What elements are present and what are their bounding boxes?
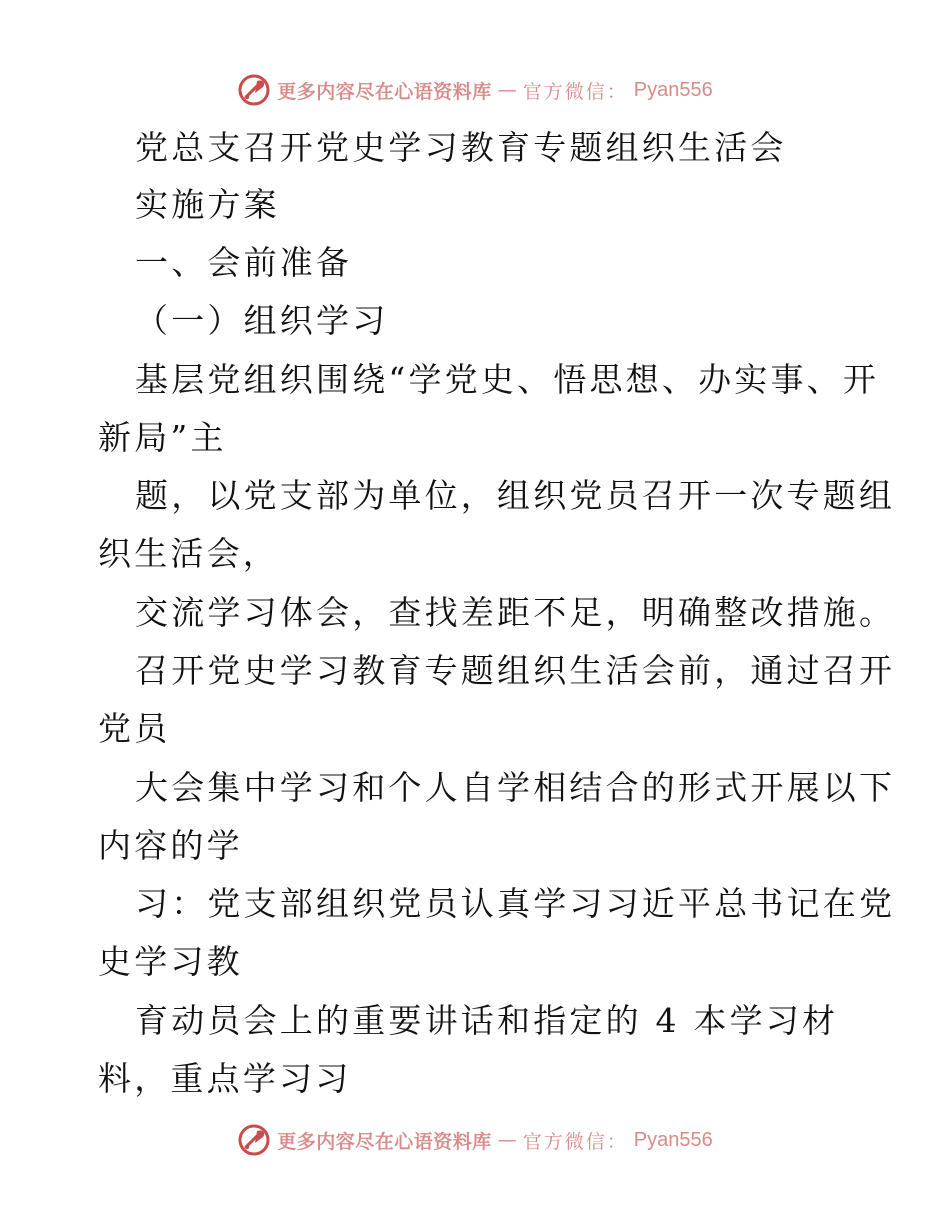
section-heading: 一、会前准备 [135, 243, 353, 282]
paragraph-line: 交流学习体会，查找差距不足，明确整改措施。 [135, 593, 896, 632]
watermark-account: Pyan556 [633, 78, 713, 101]
watermark-header [0, 72, 950, 108]
watermark-wechat-label: 官方微信： [522, 1130, 628, 1153]
paragraph-line: 新局”主 [98, 418, 227, 457]
subsection-heading: （一）组织学习 [135, 301, 389, 340]
paragraph-line: 内容的学 [98, 826, 243, 865]
paragraph-line: 基层党组织围绕“学党史、悟思想、办实事、开 [135, 360, 880, 399]
document-subtitle: 实施方案 [135, 185, 280, 224]
quill-logo-icon [237, 73, 271, 107]
watermark-footer [0, 1122, 950, 1158]
watermark-separator: — [497, 79, 517, 101]
watermark-wechat-label: 官方微信： [522, 80, 628, 103]
watermark-brand: 更多内容尽在心语资料库 [277, 80, 492, 103]
document-title: 党总支召开党史学习教育专题组织生活会 [135, 128, 787, 167]
quill-logo-icon [237, 1123, 271, 1157]
paragraph-line: 题，以党支部为单位，组织党员召开一次专题组 [135, 476, 896, 515]
paragraph-line: 织生活会， [98, 534, 279, 573]
paragraph-line: 召开党史学习教育专题组织生活会前，通过召开 [135, 651, 896, 690]
paragraph-line: 料，重点学习习 [98, 1059, 352, 1098]
watermark-brand: 更多内容尽在心语资料库 [277, 1130, 492, 1153]
paragraph-line: 大会集中学习和个人自学相结合的形式开展以下 [135, 768, 896, 807]
paragraph-line: 党员 [98, 709, 171, 748]
paragraph-line: 史学习教 [98, 942, 243, 981]
watermark-account: Pyan556 [633, 1128, 713, 1151]
watermark-separator: — [497, 1129, 517, 1151]
paragraph-line: 育动员会上的重要讲话和指定的 4 本学习材 [135, 1001, 839, 1040]
paragraph-line: 习：党支部组织党员认真学习习近平总书记在党 [135, 884, 896, 923]
